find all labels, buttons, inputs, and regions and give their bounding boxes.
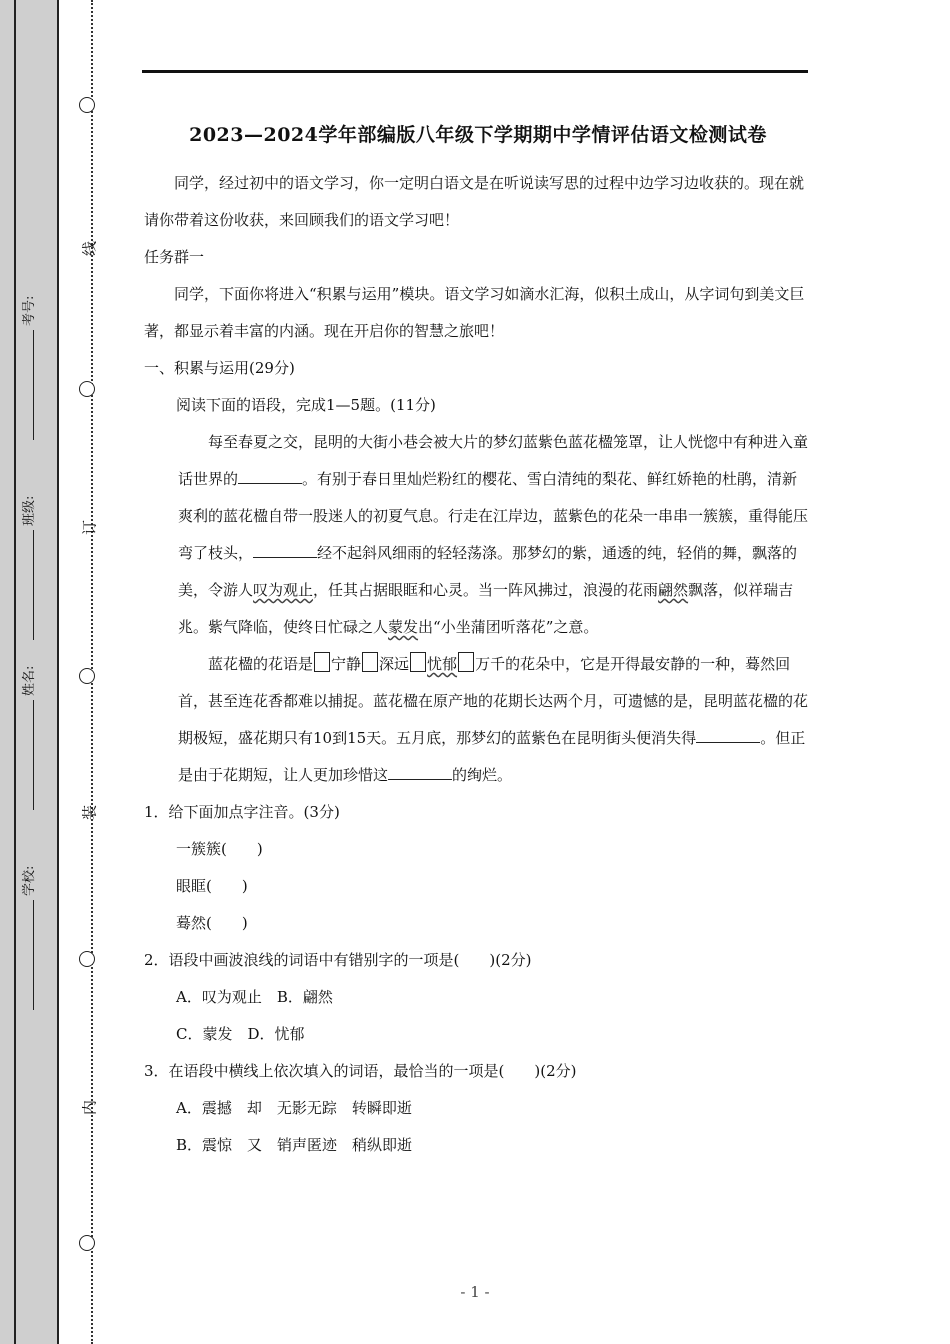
binding-hole bbox=[79, 381, 95, 397]
seal-char-zhuang: 装 bbox=[80, 805, 99, 821]
name-field[interactable]: 姓名: bbox=[18, 666, 37, 810]
seal-char-xian: 线 bbox=[80, 241, 99, 257]
binding-hole bbox=[79, 97, 95, 113]
fill-blank[interactable] bbox=[253, 543, 317, 558]
question-1-stem: 1．给下面加点字注音。(3分) bbox=[144, 803, 340, 821]
passage-paragraph-1: 每至春夏之交，昆明的大街小巷会被大片的梦幻蓝紫色蓝花楹笼罩，让人恍惚中有种进入童话世界的 。有别于春日里灿烂粉红的樱花、雪白清纯的梨花、鲜红娇艳的杜鹃，清新爽利的蓝花楹自带一股迷人的初夏气息。行走在江岸边，蓝紫色的花朵一串串一簇簇，重得能压弯了枝头， 经不起斜风细雨的轻轻荡涤。那梦幻的紫，通透的纯，轻俏的舞，飘落的美，令游人叹为观止，任其占据眼眶和心灵。当一阵风拂过，浪漫的花雨翩然飘落，似祥瑞吉兆。紫气降临，使终日忙碌之人蒙发出“小坐蒲团听落花”之意。 bbox=[178, 433, 809, 636]
wavy-word: 翩然 bbox=[658, 581, 689, 599]
school-field[interactable]: 学校: bbox=[18, 866, 37, 1010]
binding-hole bbox=[79, 668, 95, 684]
header-rule bbox=[142, 70, 808, 73]
punctuation-box[interactable] bbox=[314, 652, 330, 672]
name-blank[interactable] bbox=[21, 700, 34, 810]
seal-char-nei: 内 bbox=[80, 1100, 99, 1116]
reading-instruction: 阅读下面的语段，完成1—5题。(11分) bbox=[176, 396, 436, 414]
wavy-word: 叹为观止 bbox=[253, 581, 314, 599]
passage-paragraph-2: 蓝花楹的花语是 宁静 深远 忧郁 万千的花朵中，它是开得最安静的一种，蓦然回首，甚至连花香都难以捕捉。蓝花楹在原产地的花期长达两个月，可遗憾的是，昆明蓝花楹的花期极短，盛花期只有10到15天。五月底，那梦幻的蓝紫色在昆明街头便消失得 。但正是由于花期短，让人更加珍惜这 的绚烂。 bbox=[178, 646, 812, 794]
question-1-item[interactable]: 蓦然( ) bbox=[176, 914, 248, 932]
question-2-options[interactable]: C．蒙发 D．忧郁 bbox=[176, 1025, 305, 1043]
question-3-option[interactable]: A．震撼 却 无影无踪 转瞬即逝 bbox=[176, 1099, 412, 1117]
question-2-options[interactable]: A．叹为观止 B．翩然 bbox=[176, 988, 333, 1006]
punctuation-box[interactable] bbox=[410, 652, 426, 672]
class-blank[interactable] bbox=[21, 530, 34, 640]
intro-paragraph: 同学，经过初中的语文学习，你一定明白语文是在听说读写思的过程中边学习边收获的。现在就请你带着这份收获，来回顾我们的语文学习吧！ bbox=[144, 174, 805, 229]
question-1-item[interactable]: 一簇簇( ) bbox=[176, 840, 263, 858]
wavy-word: 忧郁 bbox=[427, 655, 458, 673]
seal-char-ding: 订 bbox=[80, 520, 99, 536]
fill-blank[interactable] bbox=[388, 765, 452, 780]
punctuation-box[interactable] bbox=[362, 652, 378, 672]
task-intro-paragraph: 同学，下面你将进入“积累与运用”模块。语文学习如滴水汇海，似积土成山，从字词句到美文巨著，都显示着丰富的内涵。现在开启你的智慧之旅吧！ bbox=[144, 285, 805, 340]
page-number: - 1 - bbox=[460, 1283, 490, 1301]
punctuation-box[interactable] bbox=[458, 652, 474, 672]
fill-blank[interactable] bbox=[238, 469, 302, 484]
fill-blank[interactable] bbox=[696, 728, 760, 743]
binding-hole bbox=[79, 951, 95, 967]
exam-title: 2023—2024学年部编版八年级下学期期中学情评估语文检测试卷 bbox=[189, 124, 767, 146]
task-group-heading: 任务群一 bbox=[144, 248, 205, 266]
question-3-stem: 3．在语段中横线上依次填入的词语，最恰当的一项是( )(2分) bbox=[144, 1062, 577, 1080]
school-blank[interactable] bbox=[21, 900, 34, 1010]
exam-number-field[interactable]: 考号: bbox=[18, 296, 37, 440]
reading-passage bbox=[144, 424, 812, 794]
question-3-option[interactable]: B．震惊 又 销声匿迹 稍纵即逝 bbox=[176, 1136, 413, 1154]
class-field[interactable]: 班级: bbox=[18, 496, 37, 640]
exam-number-blank[interactable] bbox=[21, 330, 34, 440]
section-heading: 一、积累与运用(29分) bbox=[144, 359, 295, 377]
question-2-stem: 2．语段中画波浪线的词语中有错别字的一项是( )(2分) bbox=[144, 951, 532, 969]
question-1-item[interactable]: 眼眶( ) bbox=[176, 877, 248, 895]
exam-content bbox=[144, 120, 812, 1164]
wavy-word: 蒙发 bbox=[388, 618, 419, 636]
binding-hole bbox=[79, 1235, 95, 1251]
